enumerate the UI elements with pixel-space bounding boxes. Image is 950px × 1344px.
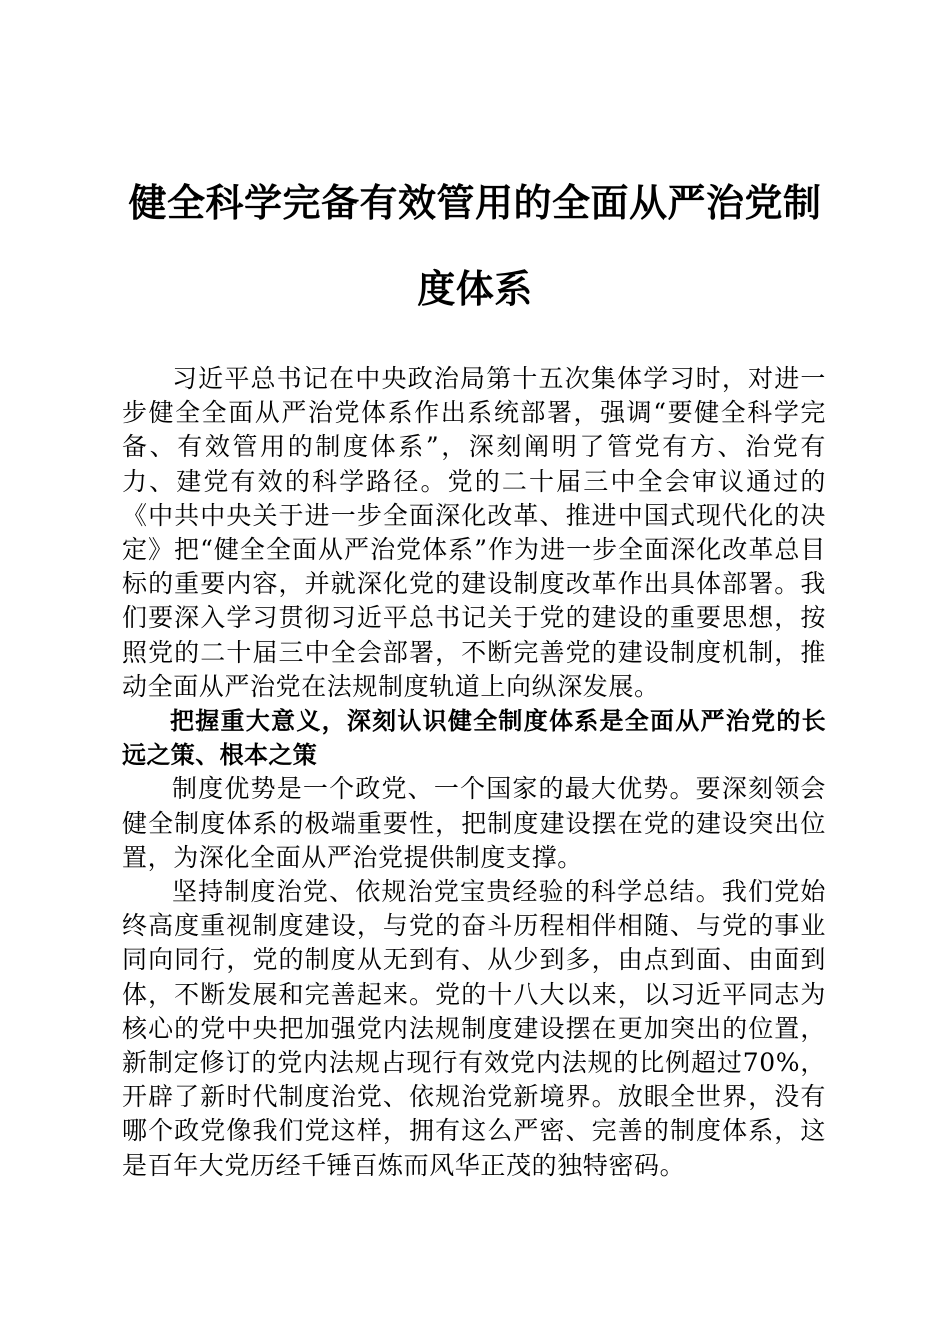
section-heading: 把握重大意义，深刻认识健全制度体系是全面从严治党的长远之策、根本之策 bbox=[122, 707, 826, 770]
document-body bbox=[122, 362, 826, 1183]
body-paragraph: 坚持制度治党、依规治党宝贵经验的科学总结。我们党始终高度重视制度建设，与党的奋斗历程相伴相随、与党的事业同向同行，党的制度从无到有、从少到多，由点到面、由面到体，不断发展和完善起来。党的十八大以来，以习近平同志为核心的党中央把加强党内法规制度建设摆在更加突出的位置，新制定修订的党内法规占现行有效党内法规的比例超过70%，开辟了新时代制度治党、依规治党新境界。放眼全世界，没有哪个政党像我们党这样，拥有这么严密、完善的制度体系，这是百年大党历经千锤百炼而风华正茂的独特密码。 bbox=[122, 877, 826, 1180]
intro-paragraph: 习近平总书记在中央政治局第十五次集体学习时，对进一步健全全面从严治党体系作出系统部署，强调“要健全科学完备、有效管用的制度体系”，深刻阐明了管党有方、治党有力、建党有效的科学路径。党的二十届三中全会审议通过的《中共中央关于进一步全面深化改革、推进中国式现代化的决定》把“健全全面从严治党体系”作为进一步全面深化改革总目标的重要内容，并就深化党的建设制度改革作出具体部署。我们要深入学习贯彻习近平总书记关于党的建设的重要思想，按照党的二十届三中全会部署，不断完善党的建设制度机制，推动全面从严治党在法规制度轨道上向纵深发展。 bbox=[122, 364, 826, 701]
document-title: 健全科学完备有效管用的全面从严治党制度体系 bbox=[128, 180, 822, 311]
body-paragraph: 制度优势是一个政党、一个国家的最大优势。要深刻领会健全制度体系的极端重要性，把制度建设摆在党的建设突出位置，为深化全面从严治党提供制度支撑。 bbox=[122, 774, 826, 872]
